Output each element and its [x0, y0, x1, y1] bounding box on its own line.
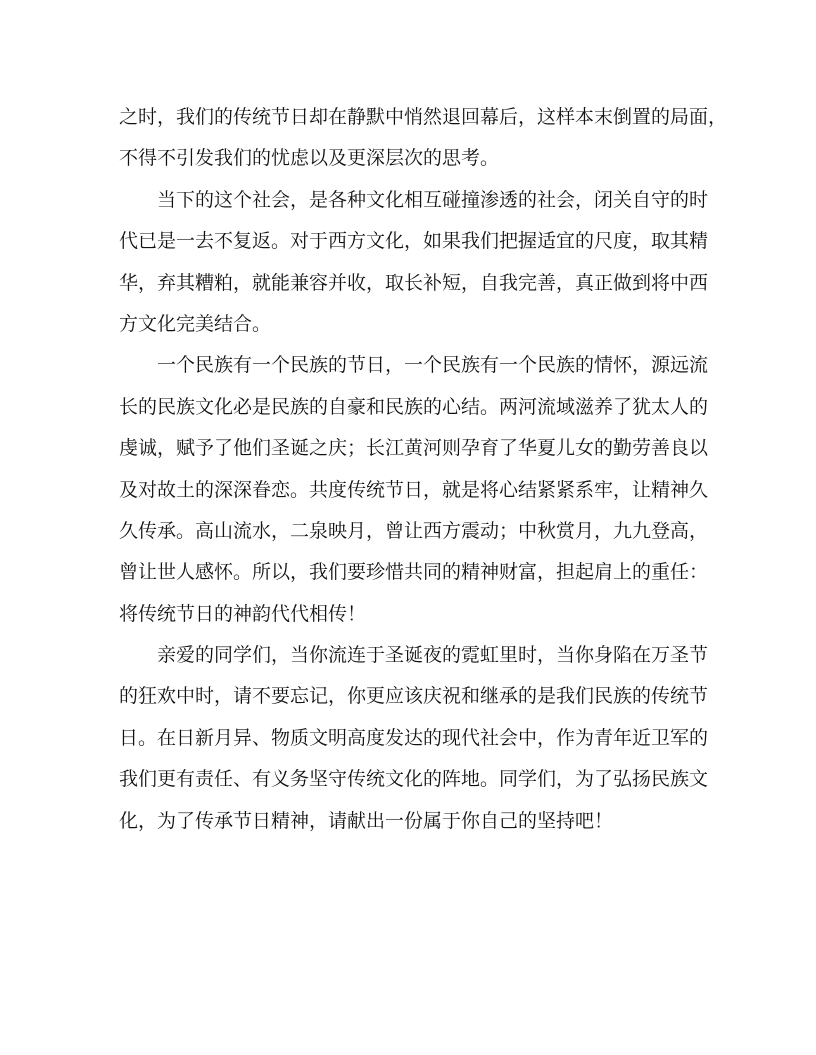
text-line: 及对故土的深深眷恋。共度传统节日，就是将心结紧紧系牢，让精神久: [119, 478, 709, 501]
document-body: [119, 97, 728, 842]
text-line: 当下的这个社会，是各种文化相互碰撞渗透的社会，闭关自守的时: [157, 188, 709, 211]
text-line: 华，弃其糟粕，就能兼容并收，取长补短，自我完善，真正做到将中西: [119, 271, 709, 294]
text-line: 之时，我们的传统节日却在静默中悄然退回幕后，这样本末倒置的局面，: [119, 106, 728, 128]
paragraph-2: [119, 180, 709, 346]
text-line: 我们更有责任、有义务坚守传统文化的阵地。同学们，为了弘扬民族文: [119, 768, 709, 791]
text-line: 长的民族文化必是民族的自豪和民族的心结。两河流域滋养了犹太人的: [119, 395, 709, 418]
paragraph-1: [119, 97, 728, 180]
text-line: 方文化完美结合。: [119, 312, 272, 335]
text-line: 曾让世人感怀。所以，我们要珍惜共同的精神财富，担起肩上的重任：: [119, 561, 709, 584]
text-line: 久传承。高山流水，二泉映月，曾让西方震动；中秋赏月，九九登高，: [119, 519, 709, 542]
text-line: 的狂欢中时，请不要忘记，你更应该庆祝和继承的是我们民族的传统节: [119, 685, 709, 708]
paragraph-3: [119, 345, 709, 635]
text-line: 代已是一去不复返。对于西方文化，如果我们把握适宜的尺度，取其精: [119, 230, 709, 253]
text-line: 一个民族有一个民族的节日，一个民族有一个民族的情怀，源远流: [157, 354, 709, 377]
paragraph-4: [119, 635, 709, 842]
text-line: 将传统节日的神韵代代相传！: [119, 602, 367, 625]
text-line: 日。在日新月异、物质文明高度发达的现代社会中，作为青年近卫军的: [119, 726, 709, 749]
text-line: 不得不引发我们的忧虑以及更深层次的思考。: [119, 147, 500, 170]
text-line: 亲爱的同学们，当你流连于圣诞夜的霓虹里时，当你身陷在万圣节: [157, 644, 709, 667]
text-line: 虔诚，赋予了他们圣诞之庆；长江黄河则孕育了华夏儿女的勤劳善良以: [119, 437, 709, 460]
text-line: 化，为了传承节日精神，请献出一份属于你自己的坚持吧！: [119, 809, 614, 832]
